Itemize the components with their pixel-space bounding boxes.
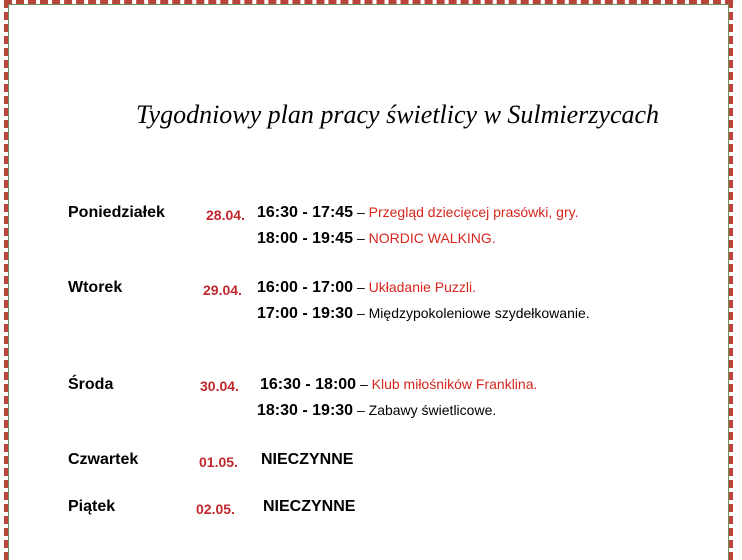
- day-name: Wtorek: [68, 279, 123, 296]
- schedule-entry: [260, 376, 537, 394]
- entry-description: Klub miłośników Franklina.: [371, 376, 538, 392]
- schedule-entry: [257, 204, 578, 222]
- schedule-entry: [257, 230, 496, 248]
- day-name: Środa: [68, 376, 114, 393]
- entry-time: 16:30 - 18:00: [260, 376, 357, 393]
- entry-dash: –: [353, 204, 369, 220]
- entry-dash: –: [353, 305, 369, 321]
- entry-dash: –: [353, 279, 369, 295]
- entry-dash: –: [356, 376, 372, 392]
- entry-time: 18:00 - 19:45: [257, 230, 354, 247]
- schedule-entry: [257, 402, 496, 420]
- schedule-entry: [257, 305, 590, 323]
- entry-description: NORDIC WALKING.: [368, 230, 496, 246]
- day-name: Czwartek: [68, 451, 139, 468]
- day-date: 30.04.: [200, 378, 239, 394]
- entry-time: 18:30 - 19:30: [257, 402, 354, 419]
- entry-description: Przegląd dziecięcej prasówki, gry.: [368, 204, 579, 220]
- entry-description: Międzypokoleniowe szydełkowanie.: [368, 305, 590, 321]
- entry-dash: –: [353, 230, 369, 246]
- day-name: Poniedziałek: [68, 204, 165, 221]
- day-name: Piątek: [68, 498, 116, 515]
- entry-time: 17:00 - 19:30: [257, 305, 354, 322]
- entry-time: 16:00 - 17:00: [257, 279, 354, 296]
- entry-description: Układanie Puzzli.: [368, 279, 477, 295]
- closed-status: NIECZYNNE: [261, 451, 354, 468]
- day-date: 29.04.: [203, 282, 242, 298]
- day-date: 01.05.: [199, 454, 238, 470]
- entry-dash: –: [353, 402, 369, 418]
- entry-time: 16:30 - 17:45: [257, 204, 354, 221]
- entry-description: Zabawy świetlicowe.: [368, 402, 497, 418]
- schedule-entry: [257, 279, 476, 297]
- day-date: 28.04.: [206, 207, 245, 223]
- closed-status: NIECZYNNE: [263, 498, 356, 515]
- day-date: 02.05.: [196, 501, 235, 517]
- page-title: Tygodniowy plan pracy świetlicy w Sulmierzycach: [136, 100, 660, 129]
